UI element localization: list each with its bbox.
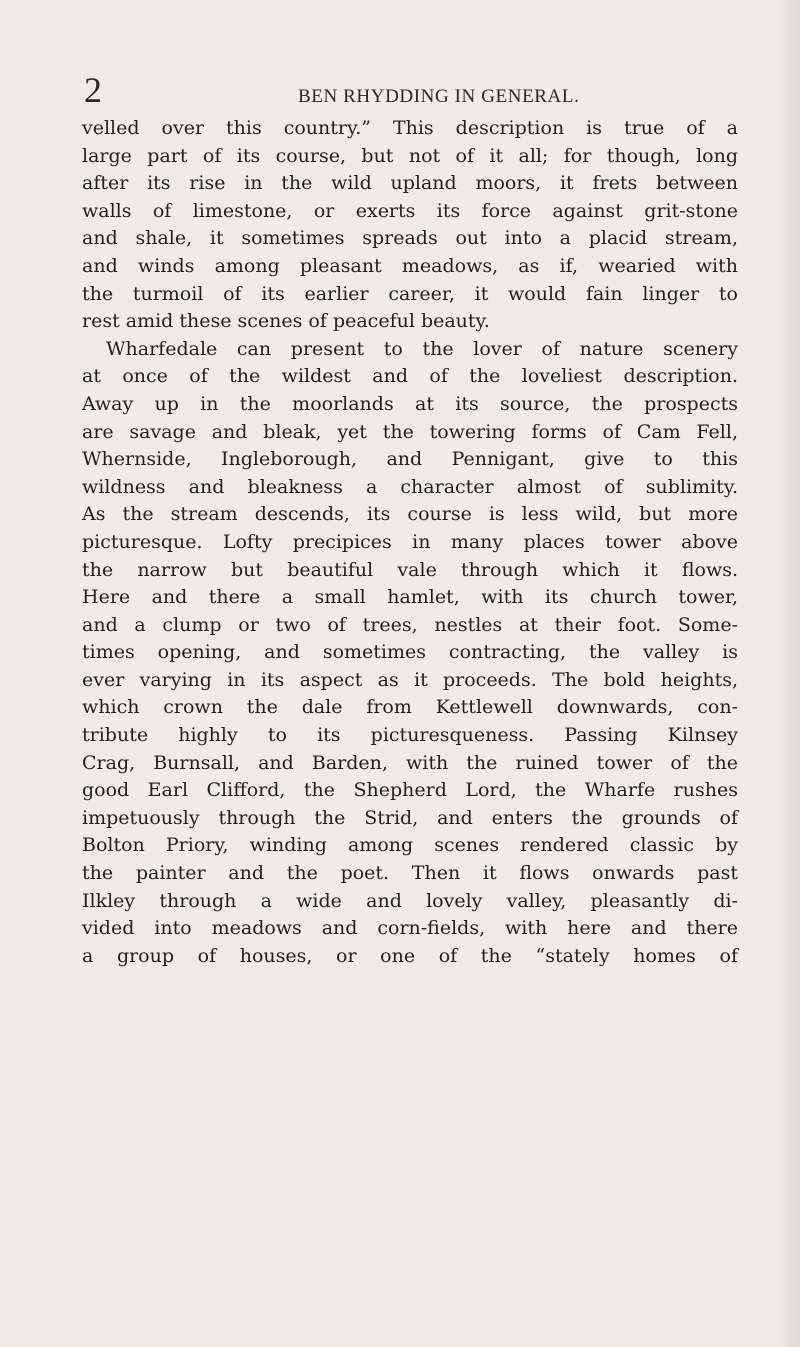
text-line: vided into meadows and corn-fields, with here and there [82, 917, 738, 940]
text-line: As the stream descends, its course is less wild, but more [82, 503, 738, 526]
text-line: Ilkley through a wide and lovely valley, pleasantly di- [82, 889, 738, 912]
text-line: and a clump or two of trees, nestles at their foot. Some- [82, 613, 738, 636]
text-line: which crown the dale from Kettlewell downwards, con- [82, 696, 738, 719]
text-line: the narrow but beautiful vale through which it flows. [82, 558, 738, 581]
text-line: tribute highly to its picturesqueness. Passing Kilnsey [82, 724, 738, 747]
text-line: Crag, Burnsall, and Barden, with the ruined tower of the [82, 751, 738, 774]
text-line: ever varying in its aspect as it proceeds. The bold heights, [82, 668, 738, 691]
text-line: velled over this country.” This description is true of a [82, 117, 738, 139]
text-line: walls of limestone, or exerts its force against grit-stone [82, 199, 738, 222]
text-line: picturesque. Lofty precipices in many places tower above [82, 530, 738, 553]
text-line: and shale, it sometimes spreads out into a placid stream, [82, 227, 738, 250]
text-line: Bolton Priory, winding among scenes rendered classic by [82, 834, 738, 857]
text-line: and winds among pleasant meadows, as if, wearied with [82, 254, 738, 277]
text-line: good Earl Clifford, the Shepherd Lord, the Wharfe rushes [82, 779, 738, 802]
text-line: a group of houses, or one of the “stately homes of [82, 944, 738, 967]
text-line: rest amid these scenes of peaceful beauty. [82, 310, 490, 333]
page-number: 2 [84, 70, 102, 110]
text-line: are savage and bleak, yet the towering forms of Cam Fell, [82, 420, 738, 443]
text-line: wildness and bleakness a character almost of sublimity. [82, 475, 738, 498]
text-line: times opening, and sometimes contracting, the valley is [82, 641, 738, 664]
text-line: large part of its course, but not of it all; for though, long [82, 144, 738, 167]
text-line: Whernside, Ingleborough, and Pennigant, give to this [82, 448, 738, 471]
text-line: impetuously through the Strid, and enters the grounds of [82, 806, 738, 829]
text-line: after its rise in the wild upland moors, it frets between [82, 172, 738, 195]
text-line: the painter and the poet. Then it flows onwards past [82, 862, 738, 885]
body-text [82, 115, 738, 970]
text-line: Wharfedale can present to the lover of nature scenery [106, 337, 738, 360]
text-line: Away up in the moorlands at its source, the prospects [82, 392, 738, 415]
text-line: at once of the wildest and of the loveliest description. [82, 365, 738, 388]
text-line: the turmoil of its earlier career, it would fain linger to [82, 282, 738, 305]
running-head: BEN RHYDDING IN GENERAL. [298, 86, 580, 107]
text-line: Here and there a small hamlet, with its church tower, [82, 586, 738, 609]
